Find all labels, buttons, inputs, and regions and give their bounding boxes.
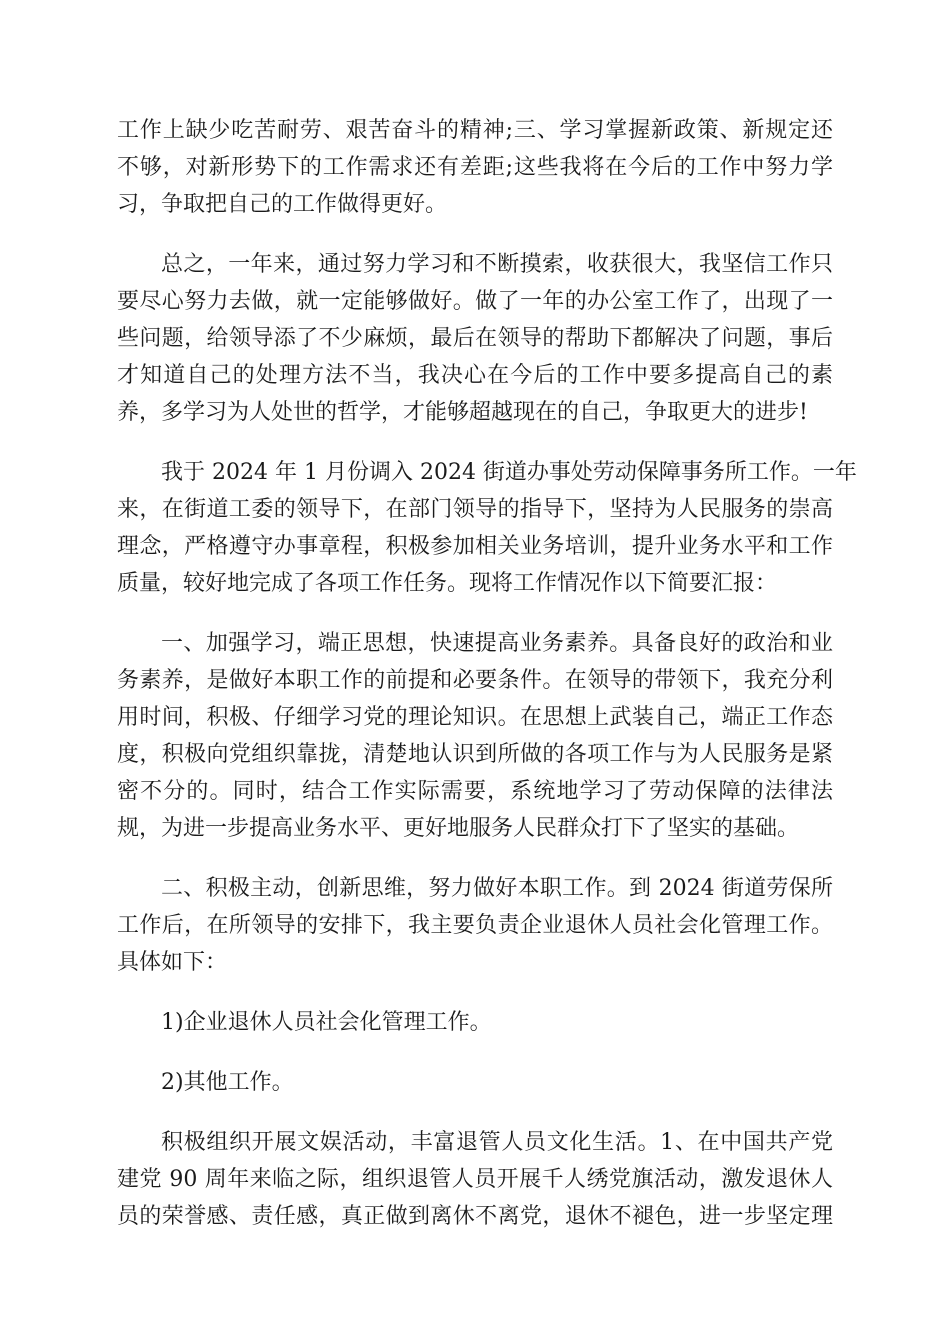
text-line: 工作后，在所领导的安排下，我主要负责企业退休人员社会化管理工作。 — [117, 913, 833, 938]
text-line: 我于 2024 年 1 月份调入 2024 街道办事处劳动保障事务所工作。一年 — [161, 460, 857, 485]
text-line: 员的荣誉感、责任感，真正做到离休不离党，退休不褪色，进一步坚定理 — [117, 1204, 833, 1229]
text-line: 些问题，给领导添了不少麻烦，最后在领导的帮助下都解决了问题，事后 — [117, 326, 833, 351]
text-line: 用时间，积极、仔细学习党的理论知识。在思想上武装自己，端正工作态 — [117, 705, 833, 730]
text-line: 工作上缺少吃苦耐劳、艰苦奋斗的精神;三、学习掌握新政策、新规定还 — [117, 118, 833, 143]
text-line: 总之，一年来，通过努力学习和不断摸索，收获很大，我坚信工作只 — [161, 252, 833, 277]
paragraph — [117, 870, 833, 981]
paragraph — [117, 1004, 833, 1041]
text-line: 规，为进一步提高业务水平、更好地服务人民群众打下了坚实的基础。 — [117, 816, 800, 841]
text-line: 2)其他工作。 — [161, 1070, 294, 1095]
paragraph — [117, 246, 833, 431]
text-line: 质量，较好地完成了各项工作任务。现将工作情况作以下简要汇报： — [117, 571, 778, 596]
text-line: 养，多学习为人处世的哲学，才能够超越现在的自己，争取更大的进步! — [117, 400, 808, 425]
paragraph — [117, 112, 833, 223]
paragraph — [117, 1124, 833, 1235]
text-line: 1)企业退休人员社会化管理工作。 — [161, 1010, 492, 1035]
text-line: 才知道自己的处理方法不当，我决心在今后的工作中要多提高自己的素 — [117, 363, 833, 388]
text-line: 习，争取把自己的工作做得更好。 — [117, 192, 448, 217]
text-line: 务素养，是做好本职工作的前提和必要条件。在领导的带领下，我充分利 — [117, 668, 833, 693]
document-page — [117, 112, 857, 1258]
text-line: 密不分的。同时，结合工作实际需要，系统地学习了劳动保障的法律法 — [117, 779, 833, 804]
text-line: 理念，严格遵守办事章程，积极参加相关业务培训，提升业务水平和工作 — [117, 534, 833, 559]
text-line: 积极组织开展文娱活动，丰富退管人员文化生活。1、在中国共产党 — [161, 1130, 833, 1155]
text-line: 建党 90 周年来临之际，组织退管人员开展千人绣党旗活动，激发退休人 — [117, 1167, 833, 1192]
text-line: 一、加强学习，端正思想，快速提高业务素养。具备良好的政治和业 — [161, 631, 833, 656]
paragraph — [117, 1064, 833, 1101]
text-line: 二、积极主动，创新思维，努力做好本职工作。到 2024 街道劳保所 — [161, 876, 833, 901]
text-line: 不够，对新形势下的工作需求还有差距;这些我将在今后的工作中努力学 — [117, 155, 833, 180]
text-line: 要尽心努力去做，就一定能够做好。做了一年的办公室工作了，出现了一 — [117, 289, 833, 314]
text-line: 具体如下： — [117, 950, 228, 975]
text-line: 度，积极向党组织靠拢，清楚地认识到所做的各项工作与为人民服务是紧 — [117, 742, 833, 767]
paragraph — [117, 625, 833, 847]
paragraph — [117, 454, 857, 602]
text-line: 来，在街道工委的领导下，在部门领导的指导下，坚持为人民服务的崇高 — [117, 497, 833, 522]
